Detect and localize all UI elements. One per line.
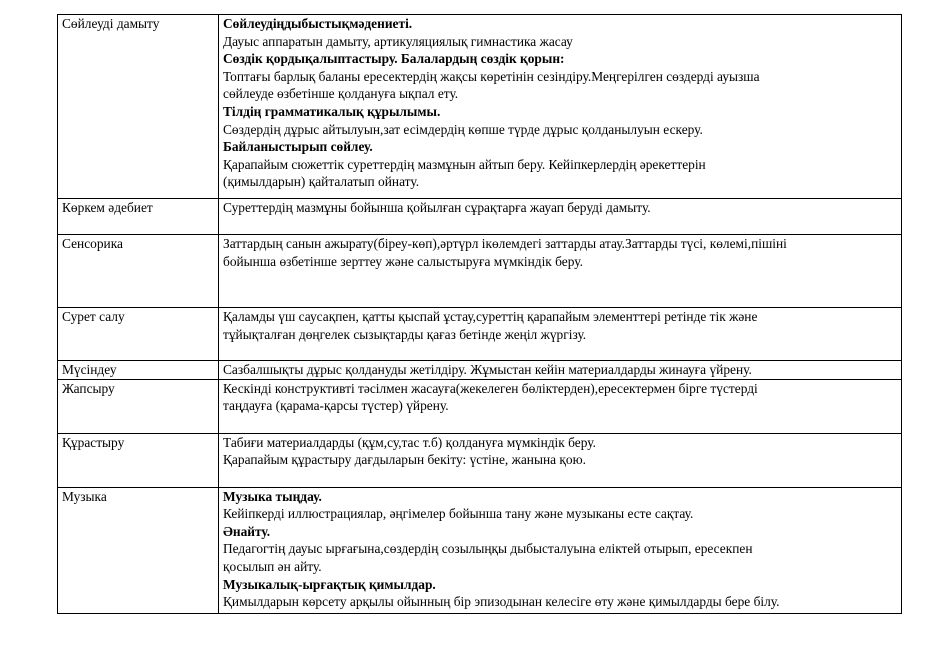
content-line: Қарапайым құрастыру дағдыларын бекіту: үстіне, жанына қою.: [223, 452, 586, 468]
table-row: [58, 308, 902, 361]
area-content: [219, 361, 902, 380]
content-line: Педагогтің дауыс ырғағына,сөздердің созылыңқы дыбысталуына еліктей отырып, ересекпен: [223, 541, 753, 557]
area-content: [219, 199, 902, 235]
table-row: [58, 487, 902, 613]
curriculum-table: [57, 14, 902, 614]
content-line: Қарапайым сюжеттік суреттердің мазмұнын айтып беру. Кейіпкерлердің әрекеттерін: [223, 156, 706, 172]
content-line: Дауыс аппаратын дамыту, артикуляциялық гимнастика жасау: [223, 33, 573, 49]
content-line: бойынша өзбетінше зерттеу және салыстыруға мүмкіндік беру.: [223, 253, 583, 269]
area-name: Мүсіндеу: [58, 361, 219, 380]
section-heading: Тілдің грамматикалық құрылымы.: [223, 103, 441, 119]
table-row: [58, 235, 902, 308]
content-line: (қимылдарын) қайталатып ойнату.: [223, 174, 420, 190]
section-heading: Байланыстырып сөйлеу.: [223, 139, 373, 155]
section-heading: Сөздік қордықалыптастыру. Балалардың сөздік қорын:: [223, 51, 565, 67]
table-row: [58, 433, 902, 487]
content-line: Қаламды үш саусақпен, қатты қыспай ұстау,суреттің қарапайым элементтері ретінде тік және: [223, 309, 758, 324]
area-content: [219, 379, 902, 433]
area-name: Құрастыру: [58, 433, 219, 487]
area-name: Көркем әдебиет: [58, 199, 219, 235]
content-line: Заттардың санын ажырату(біреу-көп),әртүрл ікөлемдегі заттарды атау.Заттарды түсі, көлемі,пішіні: [223, 236, 787, 251]
section-heading: Әнайту.: [223, 523, 271, 539]
table-row: [58, 379, 902, 433]
content-line: Сазбалшықты дұрыс қолдануды жетілдіру. Жұмыстан кейін материалдарды жинауға үйрену.: [223, 362, 752, 377]
content-line: Топтағы барлық баланы ересектердің жақсы көретінін сезіндіру.Меңгерілген сөздерді ауызша: [223, 68, 760, 84]
area-content: [219, 433, 902, 487]
section-heading: Сөйлеудіңдыбыстықмәдениеті.: [223, 16, 413, 31]
content-line: тұйықталған дөңгелек сызықтарды қағаз бетінде жеңіл жүргізу.: [223, 326, 587, 342]
table-row: [58, 199, 902, 235]
area-content: [219, 235, 902, 308]
area-name: Сөйлеуді дамыту: [58, 15, 219, 199]
table-row: [58, 15, 902, 199]
content-line: таңдауға (қарама-қарсы түстер) үйрену.: [223, 398, 449, 414]
area-content: [219, 308, 902, 361]
content-line: Кескінді конструктивті тәсілмен жасауға(жекелеген бөліктерден),ересектермен бірге түстерді: [223, 380, 758, 396]
content-line: Қимылдарын көрсету арқылы ойынның бір эпизодынан келесіге өту және қимылдарды бере білу.: [223, 594, 780, 610]
section-heading: Музыка тыңдау.: [223, 488, 322, 504]
content-line: Сөздердің дұрыс айтылуын,зат есімдердің көпше түрде дұрыс қолданылуын ескеру.: [223, 121, 703, 137]
content-line: Кейіпкерді иллюстрациялар, әңгімелер бойынша тану және музыканы есте сақтау.: [223, 506, 694, 522]
content-line: сөйлеуде өзбетінше қолдануға ықпал ету.: [223, 86, 459, 102]
table-row: [58, 361, 902, 380]
area-name: Сурет салу: [58, 308, 219, 361]
content-line: Суреттердің мазмұны бойынша қойылған сұрақтарға жауап беруді дамыту.: [223, 200, 651, 215]
content-line: Табиғи материалдарды (құм,су,тас т.б) қолдануға мүмкіндік беру.: [223, 434, 596, 450]
area-content: [219, 15, 902, 199]
area-name: Музыка: [58, 487, 219, 613]
area-name: Жапсыру: [58, 379, 219, 433]
section-heading: Музыкалық-ырғақтық қимылдар.: [223, 576, 436, 592]
area-name: Сенсорика: [58, 235, 219, 308]
content-line: қосылып ән айту.: [223, 558, 322, 574]
area-content: [219, 487, 902, 613]
